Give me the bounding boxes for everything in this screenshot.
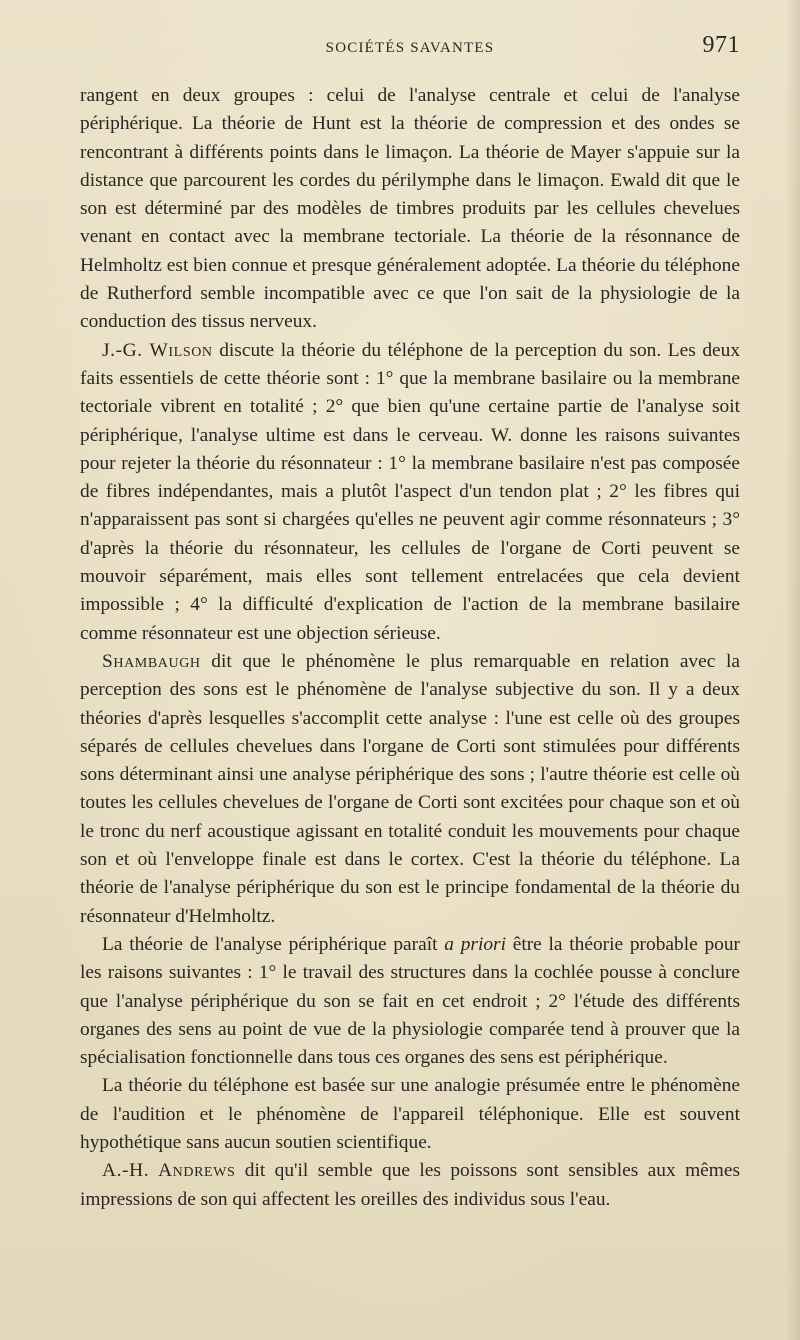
- author-name: J.-G. Wilson: [102, 339, 213, 361]
- paragraph-telephone-theory: [80, 1072, 740, 1157]
- paragraph-andrews: [80, 1157, 740, 1214]
- paragraph-text-after: être la théorie probable pour les raisons suivantes : 1° le travail des structures dans la cochlée pousse à conclure que l'analyse périphérique du son se fait en cet endroit ; 2° l'étude des différents organes des sens au point de vue de la physiologie comparée tend à prouver que la spécialisation fonctionnelle dans tous ces organes des sens est périphérique.: [80, 933, 740, 1069]
- running-head: SOCIÉTÉS SAVANTES: [325, 40, 495, 56]
- paragraph-text: discute la théorie du téléphone de la perception du son. Les deux faits essentiels de cette théorie sont : 1° que la membrane basilaire ou la membrane tectoriale vibrent en totalité ; 2° que bien qu'une certaine partie de l'analyse soit périphérique, l'analyse ultime est dans le cerveau. W. donne les raisons suivantes pour rejeter la théorie du résonnateur : 1° la membrane basilaire n'est pas composée de fibres indépendantes, mais a plutôt l'aspect d'un tendon plat ; 2° les fibres qui n'apparaissent pas sont si chargées qu'elles ne peuvent agir comme résonnateurs ; 3° d'après la théorie du résonnateur, les cellules de l'organe de Corti peuvent se mouvoir séparément, mais elles sont tellement entrelacées que cela devient impossible ; 4° la difficulté d'explication de l'action de la membrane basilaire comme résonnateur est une objection sérieuse.: [80, 339, 741, 644]
- paragraph-text: La théorie du téléphone est basée sur une analogie présumée entre le phénomène de l'audition et le phénomène de l'appareil téléphonique. Elle est souvent hypothétique sans aucun soutien scientifique.: [80, 1075, 740, 1153]
- author-name: A.-H. Andrews: [102, 1160, 236, 1182]
- page-edge-shadow: [786, 0, 800, 1340]
- paragraph-text-before: La théorie de l'analyse périphérique paraît: [102, 933, 445, 955]
- body-text: [80, 82, 740, 1214]
- paragraph-shambaugh: [80, 648, 740, 931]
- page-header: [80, 32, 740, 64]
- page-number: 971: [702, 32, 740, 58]
- paragraph-text: dit que le phénomène le plus remarquable en relation avec la perception des sons est le phénomène de l'analyse subjective du son. Il y a deux théories d'après lesquelles s'accomplit cette analyse : l'une est celle où des groupes séparés de cellules chevelues dans l'organe de Corti sont stimulées pour différents sons déterminant ainsi une analyse périphérique des sons ; l'autre théorie est celle où toutes les cellules chevelues de l'organe de Corti sont excitées pour chaque son et où le tronc du nerf acoustique agissant en totalité conduit les mouvements pour chaque son et où l'enveloppe finale est dans le cortex. C'est la théorie du téléphone. La théorie de l'analyse périphérique du son est le principe fondamental de la théorie du résonnateur d'Helmholtz.: [80, 650, 740, 927]
- paragraph-wilson: [80, 337, 740, 648]
- paragraph-theories-summary: [80, 82, 740, 337]
- author-name: Shambaugh: [102, 650, 201, 672]
- italic-phrase: a priori: [444, 933, 506, 955]
- paragraph-text: rangent en deux groupes : celui de l'analyse centrale et celui de l'analyse périphérique. La théorie de Hunt est la théorie de compression et des ondes se rencontrant à différents points dans le limaçon. La théorie de Mayer s'appuie sur la distance que parcourent les cordes du périlymphe dans le limaçon. Ewald dit que le son est déterminé par des modèles de timbres produits par les cellules chevelues venant en contact avec la membrane tectoriale. La théorie de la résonnance de Helmholtz est bien connue et presque généralement adoptée. La théorie du téléphone de Rutherford semble incompatible avec ce que l'on sait de la physiologie de la conduction des tissus nerveux.: [80, 85, 740, 333]
- paragraph-text: dit qu'il semble que les poissons sont sensibles aux mêmes impressions de son qui affectent les oreilles des individus sous l'eau.: [80, 1160, 740, 1210]
- paragraph-peripheral-analysis: [80, 931, 740, 1072]
